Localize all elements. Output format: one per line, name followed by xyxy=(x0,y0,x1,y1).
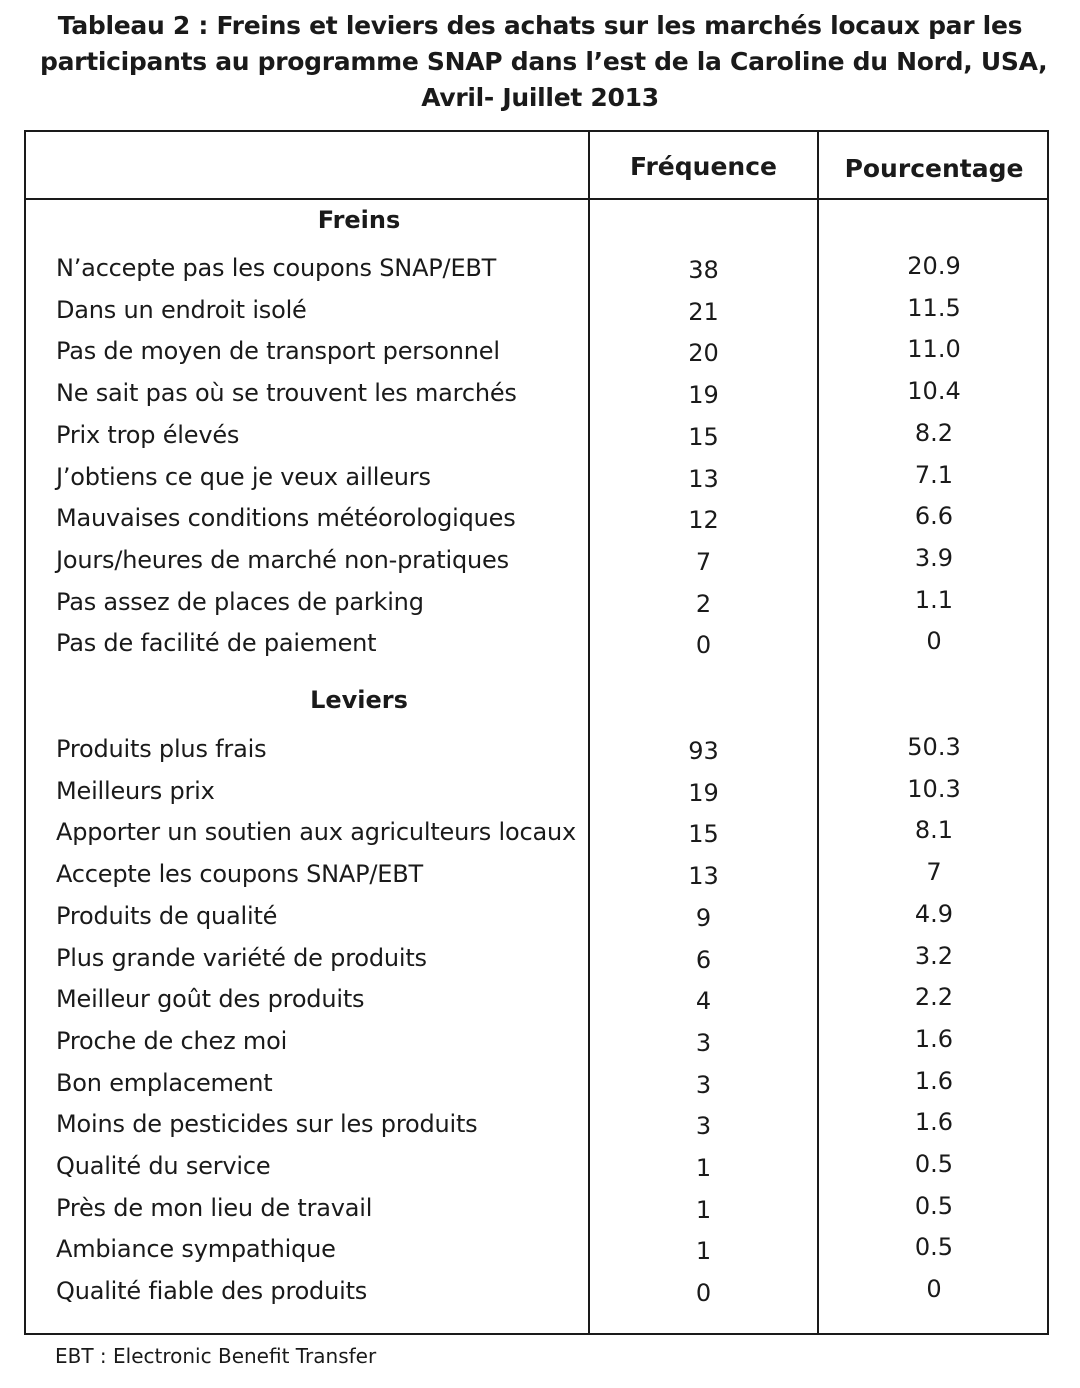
row-percentage: 8.1 xyxy=(914,816,954,844)
table-row xyxy=(26,1152,1047,1192)
row-percentage: 10.3 xyxy=(907,775,961,803)
row-frequency: 19 xyxy=(688,381,719,409)
row-frequency: 1 xyxy=(695,1237,712,1265)
table-row xyxy=(26,1235,1047,1275)
row-label: Meilleurs prix xyxy=(56,777,215,805)
row-frequency: 3 xyxy=(695,1112,712,1140)
row-frequency: 0 xyxy=(695,1279,712,1307)
row-percentage: 50.3 xyxy=(907,733,961,761)
title-line-3: Avril- Juillet 2013 xyxy=(421,83,659,112)
row-percentage: 3.9 xyxy=(914,544,954,572)
row-percentage: 1.1 xyxy=(914,586,954,614)
row-frequency: 20 xyxy=(688,339,719,367)
table-title xyxy=(40,8,1048,116)
table-row xyxy=(26,629,1047,669)
row-label: Plus grande variété de produits xyxy=(56,944,427,972)
row-frequency: 7 xyxy=(695,548,712,576)
row-frequency: 3 xyxy=(695,1071,712,1099)
row-percentage: 3.2 xyxy=(914,942,954,970)
section-title: Leviers xyxy=(310,686,408,714)
row-percentage: 4.9 xyxy=(914,900,954,928)
row-frequency: 4 xyxy=(695,987,712,1015)
table-row xyxy=(26,902,1047,942)
table-row xyxy=(26,818,1047,858)
row-label: Ne sait pas où se trouvent les marchés xyxy=(56,379,517,407)
row-label: Dans un endroit isolé xyxy=(56,296,307,324)
data-table xyxy=(24,130,1049,1335)
row-frequency: 1 xyxy=(695,1196,712,1224)
row-percentage: 7 xyxy=(926,858,942,886)
row-label: Près de mon lieu de travail xyxy=(56,1194,373,1222)
row-percentage: 20.9 xyxy=(907,252,961,280)
title-line-2: participants au programme SNAP dans l’est de la Caroline du Nord, USA, xyxy=(40,47,1048,76)
row-frequency: 93 xyxy=(688,737,719,765)
row-percentage: 11.5 xyxy=(907,294,961,322)
row-frequency: 13 xyxy=(688,465,719,493)
row-frequency: 38 xyxy=(688,256,719,284)
table-row xyxy=(26,379,1047,419)
row-frequency: 6 xyxy=(695,946,712,974)
row-percentage: 0.5 xyxy=(914,1150,954,1178)
row-percentage: 1.6 xyxy=(914,1067,954,1095)
row-label: Produits de qualité xyxy=(56,902,278,930)
table-row xyxy=(26,1194,1047,1234)
row-label: Jours/heures de marché non-pratiques xyxy=(56,546,509,574)
row-label: Apporter un soutien aux agriculteurs locaux xyxy=(56,818,576,846)
table-row xyxy=(26,777,1047,817)
row-frequency: 13 xyxy=(688,862,719,890)
row-percentage: 0 xyxy=(926,627,942,655)
row-label: Meilleur goût des produits xyxy=(56,985,365,1013)
table-row xyxy=(26,463,1047,503)
row-frequency: 9 xyxy=(695,904,712,932)
row-label: Qualité fiable des produits xyxy=(56,1277,368,1305)
row-label: Pas de facilité de paiement xyxy=(56,629,377,657)
row-percentage: 11.0 xyxy=(907,335,961,363)
row-label: Mauvaises conditions météorologiques xyxy=(56,504,516,532)
row-label: Bon emplacement xyxy=(56,1069,273,1097)
header-frequency: Fréquence xyxy=(630,152,777,181)
row-label: Qualité du service xyxy=(56,1152,271,1180)
row-frequency: 19 xyxy=(688,779,719,807)
row-percentage: 0.5 xyxy=(914,1233,954,1261)
section-title: Freins xyxy=(317,206,401,234)
row-frequency: 15 xyxy=(688,423,719,451)
header-divider xyxy=(26,198,1047,200)
table-row xyxy=(26,860,1047,900)
row-label: N’accepte pas les coupons SNAP/EBT xyxy=(56,254,497,282)
row-percentage: 1.6 xyxy=(914,1025,954,1053)
row-label: Pas de moyen de transport personnel xyxy=(56,337,500,365)
row-frequency: 0 xyxy=(695,631,712,659)
header-percentage: Pourcentage xyxy=(844,154,1024,183)
table-row xyxy=(26,421,1047,461)
row-percentage: 7.1 xyxy=(914,461,954,489)
table-row xyxy=(26,504,1047,544)
table-row xyxy=(26,337,1047,377)
table-row xyxy=(26,985,1047,1025)
row-percentage: 2.2 xyxy=(914,983,954,1011)
table-row xyxy=(26,296,1047,336)
row-frequency: 21 xyxy=(688,298,719,326)
row-percentage: 0.5 xyxy=(914,1192,954,1220)
row-label: Moins de pesticides sur les produits xyxy=(56,1110,478,1138)
table-row xyxy=(26,735,1047,775)
row-percentage: 6.6 xyxy=(914,502,954,530)
row-frequency: 15 xyxy=(688,820,719,848)
row-frequency: 12 xyxy=(688,506,719,534)
table-row xyxy=(26,588,1047,628)
row-frequency: 1 xyxy=(695,1154,712,1182)
row-label: Pas assez de places de parking xyxy=(56,588,424,616)
row-percentage: 10.4 xyxy=(907,377,961,405)
table-row xyxy=(26,1110,1047,1150)
row-label: Accepte les coupons SNAP/EBT xyxy=(56,860,423,888)
table-row xyxy=(26,944,1047,984)
row-percentage: 8.2 xyxy=(914,419,954,447)
footnote: EBT : Electronic Benefit Transfer xyxy=(55,1344,377,1368)
title-line-1: Tableau 2 : Freins et leviers des achats sur les marchés locaux par les xyxy=(57,11,1023,40)
table-row xyxy=(26,254,1047,294)
row-label: Prix trop élevés xyxy=(56,421,240,449)
table-row xyxy=(26,1069,1047,1109)
row-label: Ambiance sympathique xyxy=(56,1235,336,1263)
table-row xyxy=(26,1027,1047,1067)
row-label: Proche de chez moi xyxy=(56,1027,288,1055)
row-frequency: 3 xyxy=(695,1029,712,1057)
table-row xyxy=(26,1277,1047,1317)
row-label: Produits plus frais xyxy=(56,735,267,763)
row-frequency: 2 xyxy=(695,590,712,618)
row-percentage: 1.6 xyxy=(914,1108,954,1136)
row-label: J’obtiens ce que je veux ailleurs xyxy=(56,463,431,491)
row-percentage: 0 xyxy=(926,1275,942,1303)
table-row xyxy=(26,546,1047,586)
